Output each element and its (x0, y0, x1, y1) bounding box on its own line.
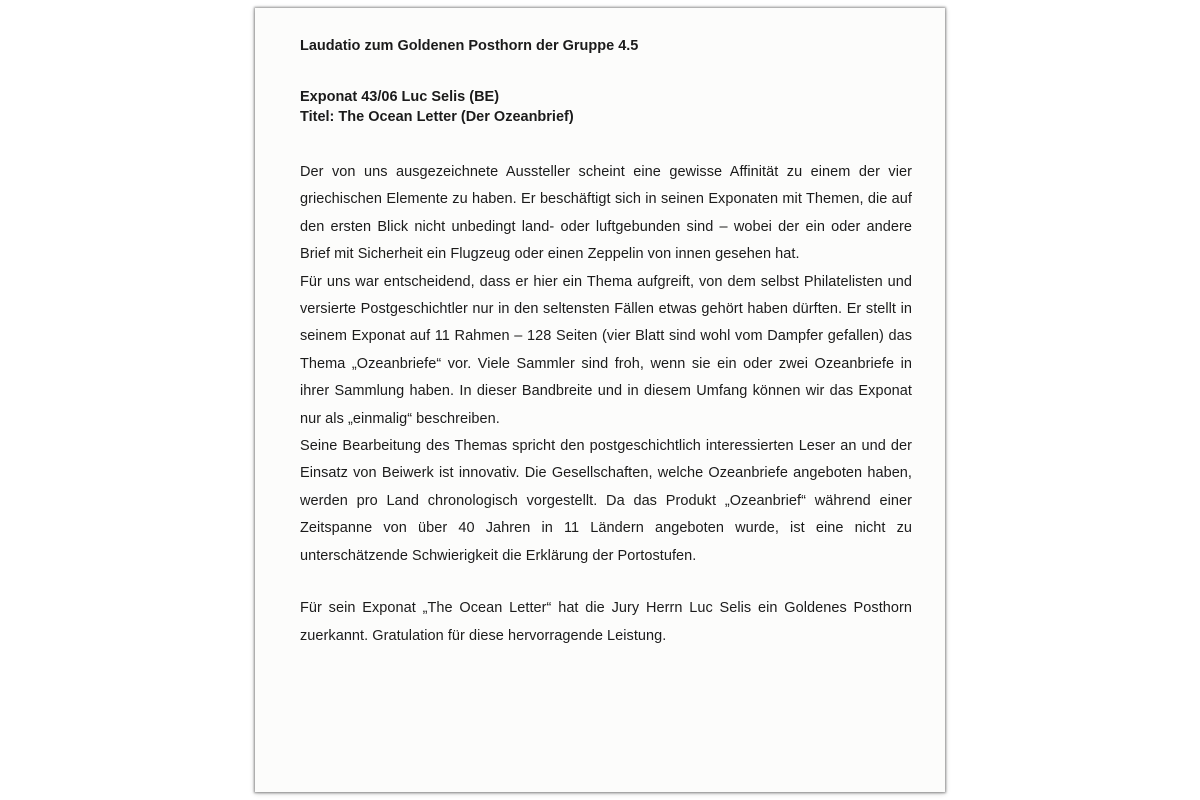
exhibit-title: Titel: The Ocean Letter (Der Ozeanbrief) (300, 109, 574, 125)
exhibit-heading: Exponat 43/06 Luc Selis (BE) (300, 89, 500, 105)
document-page (255, 8, 945, 792)
paragraph-intro: Der von uns ausgezeichnete Aussteller scheint eine gewisse Affinität zu einem der vier griechischen Elemente zu haben. Er beschäftigt sich in seinen Exponaten mit Themen, die auf den ersten Blick nicht unbedingt land- oder luftgebunden sind – wobei der ein oder andere Brief mit Sicherheit ein Flugzeug oder einen Zeppelin von innen gesehen hat. (300, 164, 912, 263)
paragraph-award: Für sein Exponat „The Ocean Letter“ hat die Jury Herrn Luc Selis ein Goldenes Posthorn zuerkannt. Gratulation für diese hervorragende Leistung. (300, 600, 912, 644)
paragraph-treatment: Seine Bearbeitung des Themas spricht den postgeschichtlich interessierten Leser an und der Einsatz von Beiwerk ist innovativ. Die Gesellschaften, welche Ozeanbriefe angeboten haben, werden pro Land chronologisch vorgestellt. Da das Produkt „Ozeanbrief“ während einer Zeitspanne von über 40 Jahren in 11 Ländern angeboten wurde, ist eine nicht zu unterschätzende Schwierigkeit die Erklärung der Portostufen. (300, 438, 912, 564)
document-title: Laudatio zum Goldenen Posthorn der Gruppe 4.5 (300, 38, 639, 54)
document-body (300, 36, 912, 650)
paragraph-topic: Für uns war entscheidend, dass er hier ein Thema aufgreift, von dem selbst Philatelisten und versierte Postgeschichtler nur in den seltensten Fällen etwas gehört haben dürften. Er stellt in seinem Exponat auf 11 Rahmen – 128 Seiten (vier Blatt sind wohl vom Dampfer gefallen) das Thema „Ozeanbriefe“ vor. Viele Sammler sind froh, wenn sie ein oder zwei Ozeanbriefe in ihrer Sammlung haben. In dieser Bandbreite und in diesem Umfang können wir das Exponat nur als „einmalig“ beschreiben. (300, 273, 912, 427)
